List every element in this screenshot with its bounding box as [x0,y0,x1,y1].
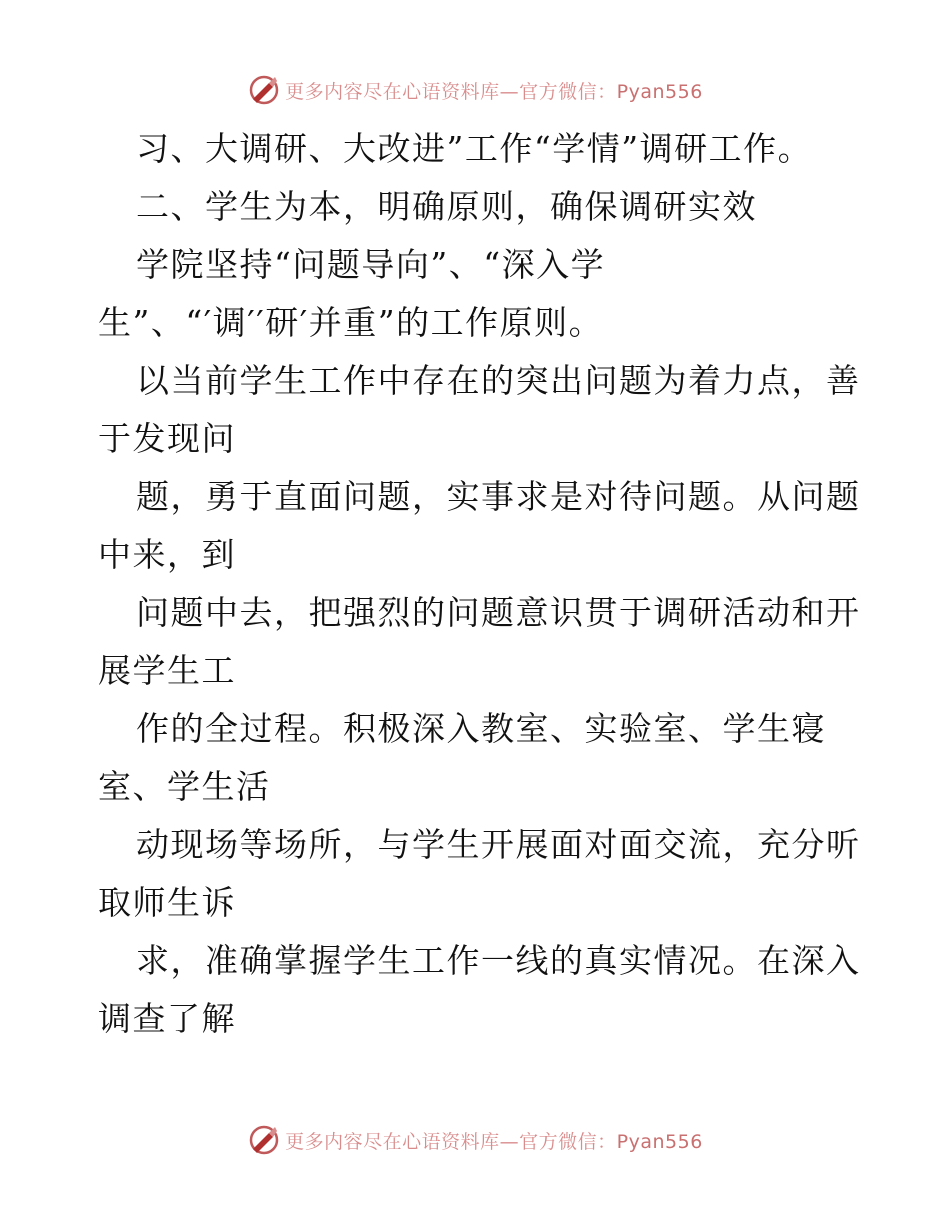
watermark-id: Pyan556 [616,1130,703,1153]
header-watermark [0,70,950,110]
text-line: 动现场等场所，与学生开展面对面交流，充分听 [136,825,861,864]
watermark-text: 更多内容尽在心语资料库—官方微信： [285,1130,617,1153]
text-line: 展学生工 [98,651,236,690]
section-heading: 二、学生为本，明确原则，确保调研实效 [136,187,757,226]
text-line: 学院坚持“问题导向”、“深入学 [136,245,606,284]
text-line: 生”、“′调′′研′并重”的工作原则。 [98,303,604,342]
pen-circle-logo-icon [247,1123,281,1157]
text-line: 作的全过程。积极深入教室、实验室、学生寝 [136,709,826,748]
text-line: 中来，到 [98,535,236,574]
text-line: 求，准确掌握学生工作一线的真实情况。在深入 [136,941,861,980]
text-line: 问题中去，把强烈的问题意识贯于调研活动和开 [136,593,861,632]
text-line: 习、大调研、大改进”工作“学情”调研工作。 [136,129,813,168]
text-line: 室、学生活 [98,767,271,806]
watermark-id: Pyan556 [616,80,703,103]
text-line: 以当前学生工作中存在的突出问题为着力点，善 [136,361,861,400]
text-line: 调查了解 [98,999,236,1038]
pen-circle-logo-icon [247,73,281,107]
watermark-text: 更多内容尽在心语资料库—官方微信： [285,80,617,103]
text-line: 题，勇于直面问题，实事求是对待问题。从问题 [136,477,861,516]
footer-watermark [0,1120,950,1160]
text-line: 于发现问 [98,419,236,458]
text-line: 取师生诉 [98,883,236,922]
